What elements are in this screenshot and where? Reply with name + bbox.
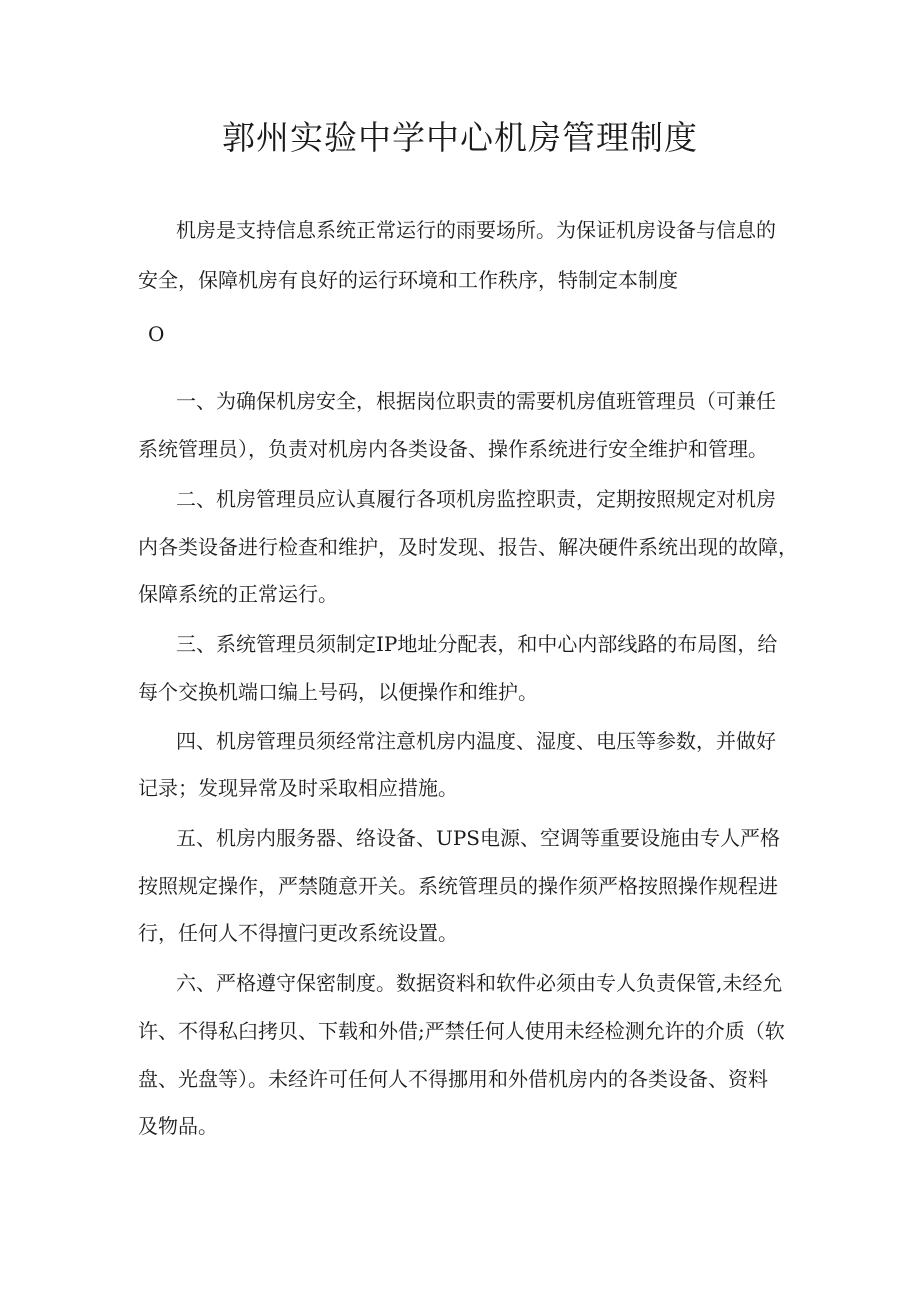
clause-4-line-1: 四、机房管理员须经常注意机房内温度、湿度、电压等参数，并做好 — [176, 729, 776, 753]
clause-4-line-2: 记录；发现异常及时采取相应措施。 — [138, 776, 458, 800]
paragraph-intro-line-3: O — [148, 322, 165, 346]
clause-2-line-1: 二、机房管理员应认真履行各项机房监控职责，定期按照规定对机房 — [176, 487, 776, 511]
clause-5-line-3: 行，任何人不得擅闩更改系统设置。 — [138, 921, 458, 945]
clause-1-line-2: 系统管理员），负责对机房内各类设备、操作系统进行安全维护和管理。 — [138, 437, 768, 461]
clause-6-line-1: 六、严格遵守保密制度。数据资料和软件必须由专人负责保管,未经允 — [176, 971, 783, 995]
clause-2-line-2: 内各类设备进行检查和维护，及时发现、报告、解决硬件系统出现的故障， — [138, 535, 798, 559]
paragraph-intro-line-1: 机房是支持信息系统正常运行的雨要场所。为保证机房设备与信息的 — [176, 218, 776, 242]
clause-3-line-1: 三、系统管理员须制定IP地址分配表，和中心内部线路的布局图，给 — [176, 632, 778, 656]
clause-3-line-2: 每个交换机端口编上号码，以便操作和维护。 — [138, 680, 538, 704]
clause-5-line-1: 五、机房内服务器、络设备、UPS电源、空调等重要设施由专人严格 — [176, 826, 781, 850]
paragraph-intro-line-2: 安全，保障机房有良好的运行环境和工作秩序，特制定本制度 — [138, 268, 678, 292]
clause-2-line-3: 保障系统的正常运行。 — [138, 582, 338, 606]
clause-6-line-2: 许、不得私臼拷贝、下载和外借;严禁任何人使用未经检测允许的介质（软 — [138, 1019, 785, 1043]
document-title: 郭州实验中学中心机房管理制度 — [222, 118, 698, 157]
clause-1-line-1: 一、为确保机房安全，根据岗位职责的需要机房值班管理员（可兼任 — [176, 389, 776, 413]
clause-6-line-4: 及物品。 — [138, 1114, 218, 1138]
clause-5-line-2: 按照规定操作，严禁随意开关。系统管理员的操作须严格按照操作规程进 — [138, 874, 778, 898]
clause-6-line-3: 盘、光盘等）。未经许可任何人不得挪用和外借机房内的各类设备、资料 — [138, 1067, 768, 1091]
